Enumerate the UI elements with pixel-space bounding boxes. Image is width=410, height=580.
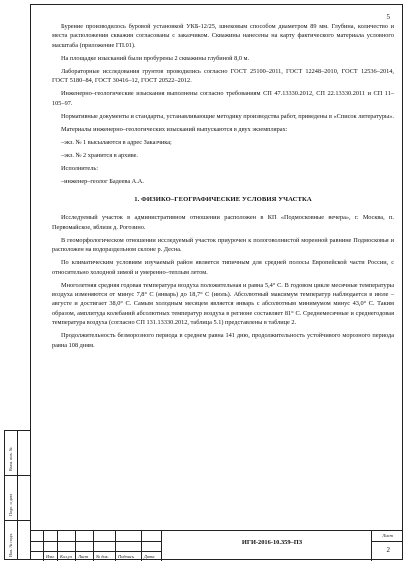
paragraph: Исполнитель:: [61, 164, 98, 172]
title-block-col-date: Дата: [144, 554, 155, 559]
paragraph: Бурение производилось буровой установкой УКБ-12/25, шнековым способом диаметром 89 мм. Глубина, количество и места расположения скважин согласованы с заказчиком. Скважины нанесены на карту фактического материала условного масштаба (приложение ГП.01).: [52, 23, 394, 49]
side-stamp-label-column: [5, 431, 18, 559]
paragraph: Продолжительность безморозного периода в среднем равна 141 дню, продолжительность устойчивого морозного периода равна 108 дням.: [52, 332, 394, 349]
side-stamp-cell: [18, 476, 30, 521]
paragraph: На площадке изысканий были пробурены 2 скважины глубиной 8,0 м.: [61, 54, 250, 62]
title-block-col-count: Кол.уч: [60, 554, 72, 559]
title-block-col-change: Изм.: [46, 554, 55, 559]
paragraph: Исследуемый участок в административном отношении расположен в КП «Подмосковные вечера», г. Москва, п. Первомайское, вблизи д. Рогозино.: [52, 214, 394, 231]
title-block: [30, 530, 403, 560]
list-item: –экз. № 2 хранится в архиве.: [61, 151, 139, 159]
side-stamp-cell: [5, 521, 17, 561]
list-item: –экз. № 1 высылаются в адрес Заказчика;: [61, 138, 172, 146]
paragraph: Инженерно–геологические изыскания выполнены согласно требованиям СП 47.13330.2012, СП 22.13330.2011 и СП 11–105–97.: [52, 90, 394, 107]
side-stamp-cell: [18, 431, 30, 476]
page-number-top: 5: [386, 13, 390, 21]
title-block-col-signature: Подпись: [118, 554, 134, 559]
list-item: –инженер–геолог Бадеева А.А.: [61, 177, 144, 185]
side-stamp-label-original-inventory: Инв. № подл.: [8, 533, 13, 557]
side-stamp: [4, 430, 30, 560]
title-block-col-doc-number: № док.: [96, 554, 109, 559]
title-block-col-sheet: Лист: [78, 554, 89, 559]
sheet-label: Лист: [382, 533, 393, 538]
document-code: ИГИ-2016-10.359–ПЗ: [241, 539, 303, 546]
title-block-column: [30, 531, 44, 561]
side-stamp-label-replacement: Взам. инв. №: [8, 447, 13, 471]
side-stamp-label-signature-date: Подп. и дата: [8, 493, 13, 516]
section-heading: 1. ФИЗИКО–ГЕОГРАФИЧЕСКИЕ УСЛОВИЯ УЧАСТКА: [134, 196, 312, 204]
paragraph: Многолетняя средняя годовая температура воздуха положительная и равна 5,4° С. В годовом цикле месячные температуры воздуха изменяются от минус 7,8° С (январь) до 18,7° С (июль). Абсолютный максимум температур наблюдается в июле – августе и достигает 38,0° С. Самым холодным месяцем является январь с абсолютным минимумом минус 43,0° С. Таким образом, амплитуда колебаний абсолютных температур воздуха в регионе составляет 81° С. Среднемесячные и среднегодовая температура воздуха (согласно СП 131.13330.2012, таблица 5.1) представлены в таблице 2.: [52, 281, 394, 327]
title-block-row-line: [30, 551, 162, 552]
title-block-row-line: [30, 541, 162, 542]
paragraph: По климатическим условиям изучаемый район является типичным для средней полосы Европейской части России, с относительно холодной зимой и умеренно–теплым летом.: [52, 259, 394, 276]
side-stamp-cell: [5, 476, 17, 521]
paragraph: Материалы инженерно–геологических изысканий выпускаются в двух экземплярах:: [61, 125, 288, 133]
paragraph: Лабораторные исследования грунтов проводились согласно ГОСТ 25100–2011, ГОСТ 12248–2010, ГОСТ 12536–2014, ГОСТ 5180–84, ГОСТ 30416–12, ГОСТ 20522–2012.: [52, 67, 394, 85]
title-block-code-cell: [162, 531, 372, 561]
paragraph: В геоморфологическом отношении исследуемый участок приурочен к пологоволнистой моренной равнине Подмосковья и расположен на водораздельном склоне р. Десна.: [52, 236, 394, 254]
sheet-number: 2: [386, 546, 390, 554]
document-body: [52, 22, 394, 354]
paragraph: Нормативные документы и стандарты, устанавливающие методику производства работ, приведены в «Список литературы».: [61, 112, 394, 120]
side-stamp-cell: [5, 431, 17, 476]
title-block-row-line: [372, 541, 403, 542]
